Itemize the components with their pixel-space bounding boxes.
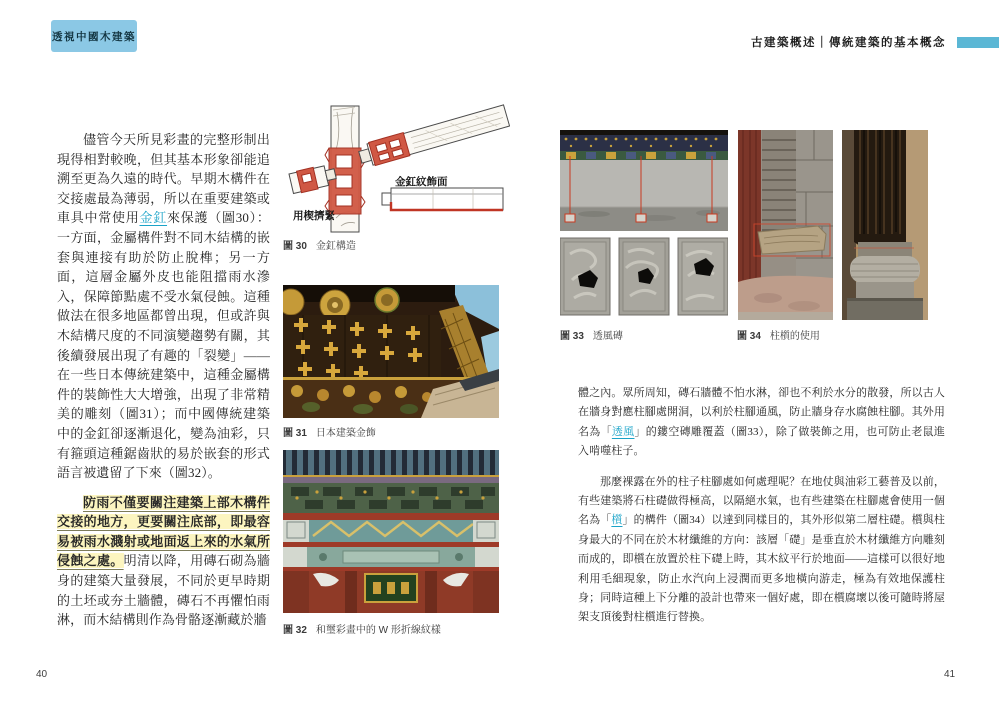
- figure-label: 圖 31: [283, 428, 307, 439]
- palace-wall-photo: [560, 130, 728, 231]
- painted-beam-lower: [283, 547, 499, 567]
- term-link-toufeng: 透風: [611, 425, 635, 438]
- column-and-plaque-zone: [283, 571, 499, 613]
- dougong-band: [283, 483, 499, 513]
- text-run: 明清以降，用磚石砌為牆身的建築大量發展，不同於更早時期的土坯或夯土牆體，磚石不再懼怕雨淋，而木結構則作為骨骼逐漸藏於牆: [57, 553, 270, 628]
- carved-brick-photo-2: [619, 238, 669, 315]
- chapter-accent-bar: [957, 37, 999, 48]
- figure-caption-text: 透風磚: [592, 331, 623, 342]
- diagram-note-face: 金釭紋飾面: [395, 176, 448, 188]
- figure-33-caption: [560, 327, 623, 342]
- highlighted-text: 防雨不僅要關注建築上部木構件交接的地方，更要關注底部，即最容易被雨水濺射或地面返上來的水氣所侵蝕之處。: [57, 494, 270, 569]
- japanese-gate-gold-photo: [283, 285, 499, 418]
- figure-caption-text: 日本建築金飾: [315, 428, 376, 439]
- left-page-text: [57, 130, 270, 630]
- series-badge: [51, 20, 137, 52]
- stone-base-stack: [847, 242, 923, 320]
- paragraph: [57, 130, 270, 483]
- series-badge-label: 透視中國木建築: [52, 30, 136, 43]
- painted-beam-upper: [283, 518, 499, 542]
- figure-label: 圖 34: [737, 331, 761, 342]
- wood-beam: [357, 104, 510, 169]
- figure-32-photo: [283, 450, 499, 613]
- figure-caption-text: 柱櫍的使用: [769, 331, 820, 342]
- text-run: 」的構件（圖34）以達到同樣目的，其外形似第二層柱礎。櫍與柱身最大的不同在於木材纖維的方向：該層「礎」是垂直於木材纖維方向雕刻而成的，即櫍在放置於柱下礎上時，其木紋平行於地面——這樣可以很好地利用毛細現象，防止水汽向上浸潤而更多地橫向游走，極為有效地保護柱身；同時這種上下分離的設計也帶來一個好處，即在櫍腐壞以後可隨時將屋架支頂後對柱櫍進行替換。: [578, 514, 945, 624]
- figure-30-caption: [283, 237, 356, 252]
- figure-label: 圖 30: [283, 241, 307, 252]
- paragraph: [578, 384, 945, 462]
- figure-34-photo: [738, 130, 928, 320]
- text-run: 儘管今天所見彩畫的完整形制出現得相對較晚，但其基本形象卻能追溯至更為久遠的時代。早期木構件在交接處最為薄弱，所以在重要建築或車具中常使用: [57, 132, 270, 226]
- figure-30-diagram: [283, 104, 510, 234]
- term-link-zhi: 櫍: [611, 514, 623, 527]
- term-link-jingang: 金釭: [139, 210, 168, 226]
- figure-label: 圖 32: [283, 625, 307, 636]
- diagram-note-wedge: 用楔擠緊: [293, 210, 335, 222]
- weathered-column-photo: [842, 130, 928, 320]
- text-run: 那麼裸露在外的柱子柱腳處如何處理呢？在地仗與油彩工藝普及以前，有些建築將石柱礎做得極高，以隔絕水氣，也有些建築在柱腳處會使用一個名為「: [578, 475, 945, 527]
- figure-caption-text: 金釭構造: [315, 241, 356, 252]
- figure-caption-text: 和璽彩畫中的 W 形折線紋樣: [315, 625, 441, 636]
- paragraph: [578, 473, 945, 628]
- figure-label: 圖 33: [560, 331, 584, 342]
- text-run: 體之內。眾所周知，磚石牆體不怕水淋，卻也不利於水分的散發，所以古人在牆身對應柱腳處開洞，以利於柱腳通風，防止牆身存水腐蝕柱腳。其外用名為「: [578, 387, 945, 438]
- figure-32-caption: [283, 621, 441, 636]
- page-number-right: 41: [944, 669, 956, 680]
- text-run: 」的鏤空磚雕覆蓋（圖33），除了做裝飾之用，也可防止老鼠進入啃噬柱子。: [578, 425, 945, 458]
- carved-brick-photo-3: [678, 238, 728, 315]
- zhi-column-base-photos: [738, 130, 928, 320]
- page-number-left: 40: [36, 669, 48, 680]
- hexi-polychrome-photo: [283, 450, 499, 613]
- beam-section-view: [382, 188, 503, 210]
- chapter-title: 古建築概述｜傳統建築的基本概念: [751, 37, 946, 49]
- zhi-block-photo: [738, 130, 833, 320]
- paragraph: [57, 493, 270, 630]
- weathered-column: [854, 130, 906, 252]
- painted-frieze-strip: [560, 151, 728, 160]
- text-run: 來保護（圖30）：一方面，金屬構件對不同木結構的嵌套與連接有助於防止脫榫；另一方面，這層金屬外皮也能阻擋雨水滲入，保障節點處不受水氣侵蝕。這種做法在很多地區都曾出現，但或許與木結構尺度的不同演變趨勢有關，其後續發展出現了有趣的「裂變」——在一些日本傳統建築中，這種金屬構件的裝飾性大大增強，出現了非常精美的雕刻（圖31）；而中國傳統建築中的金釭卻逐漸退化，變為油彩，只有箍頭這種鋸齒狀的易於嵌套的形式語言被遺留了下來（圖32）。: [57, 210, 270, 481]
- carved-brick-photo-1: [560, 238, 610, 315]
- figure-31-photo: [283, 285, 499, 418]
- figure-33-photo: [560, 130, 728, 322]
- figure-31-caption: [283, 424, 376, 439]
- right-page-text: [578, 384, 945, 628]
- wall-and-vent-brick-photos: [560, 130, 728, 322]
- post-metal-band: [325, 148, 365, 214]
- rafter-grid: [283, 450, 499, 477]
- figure-34-caption: [737, 327, 820, 342]
